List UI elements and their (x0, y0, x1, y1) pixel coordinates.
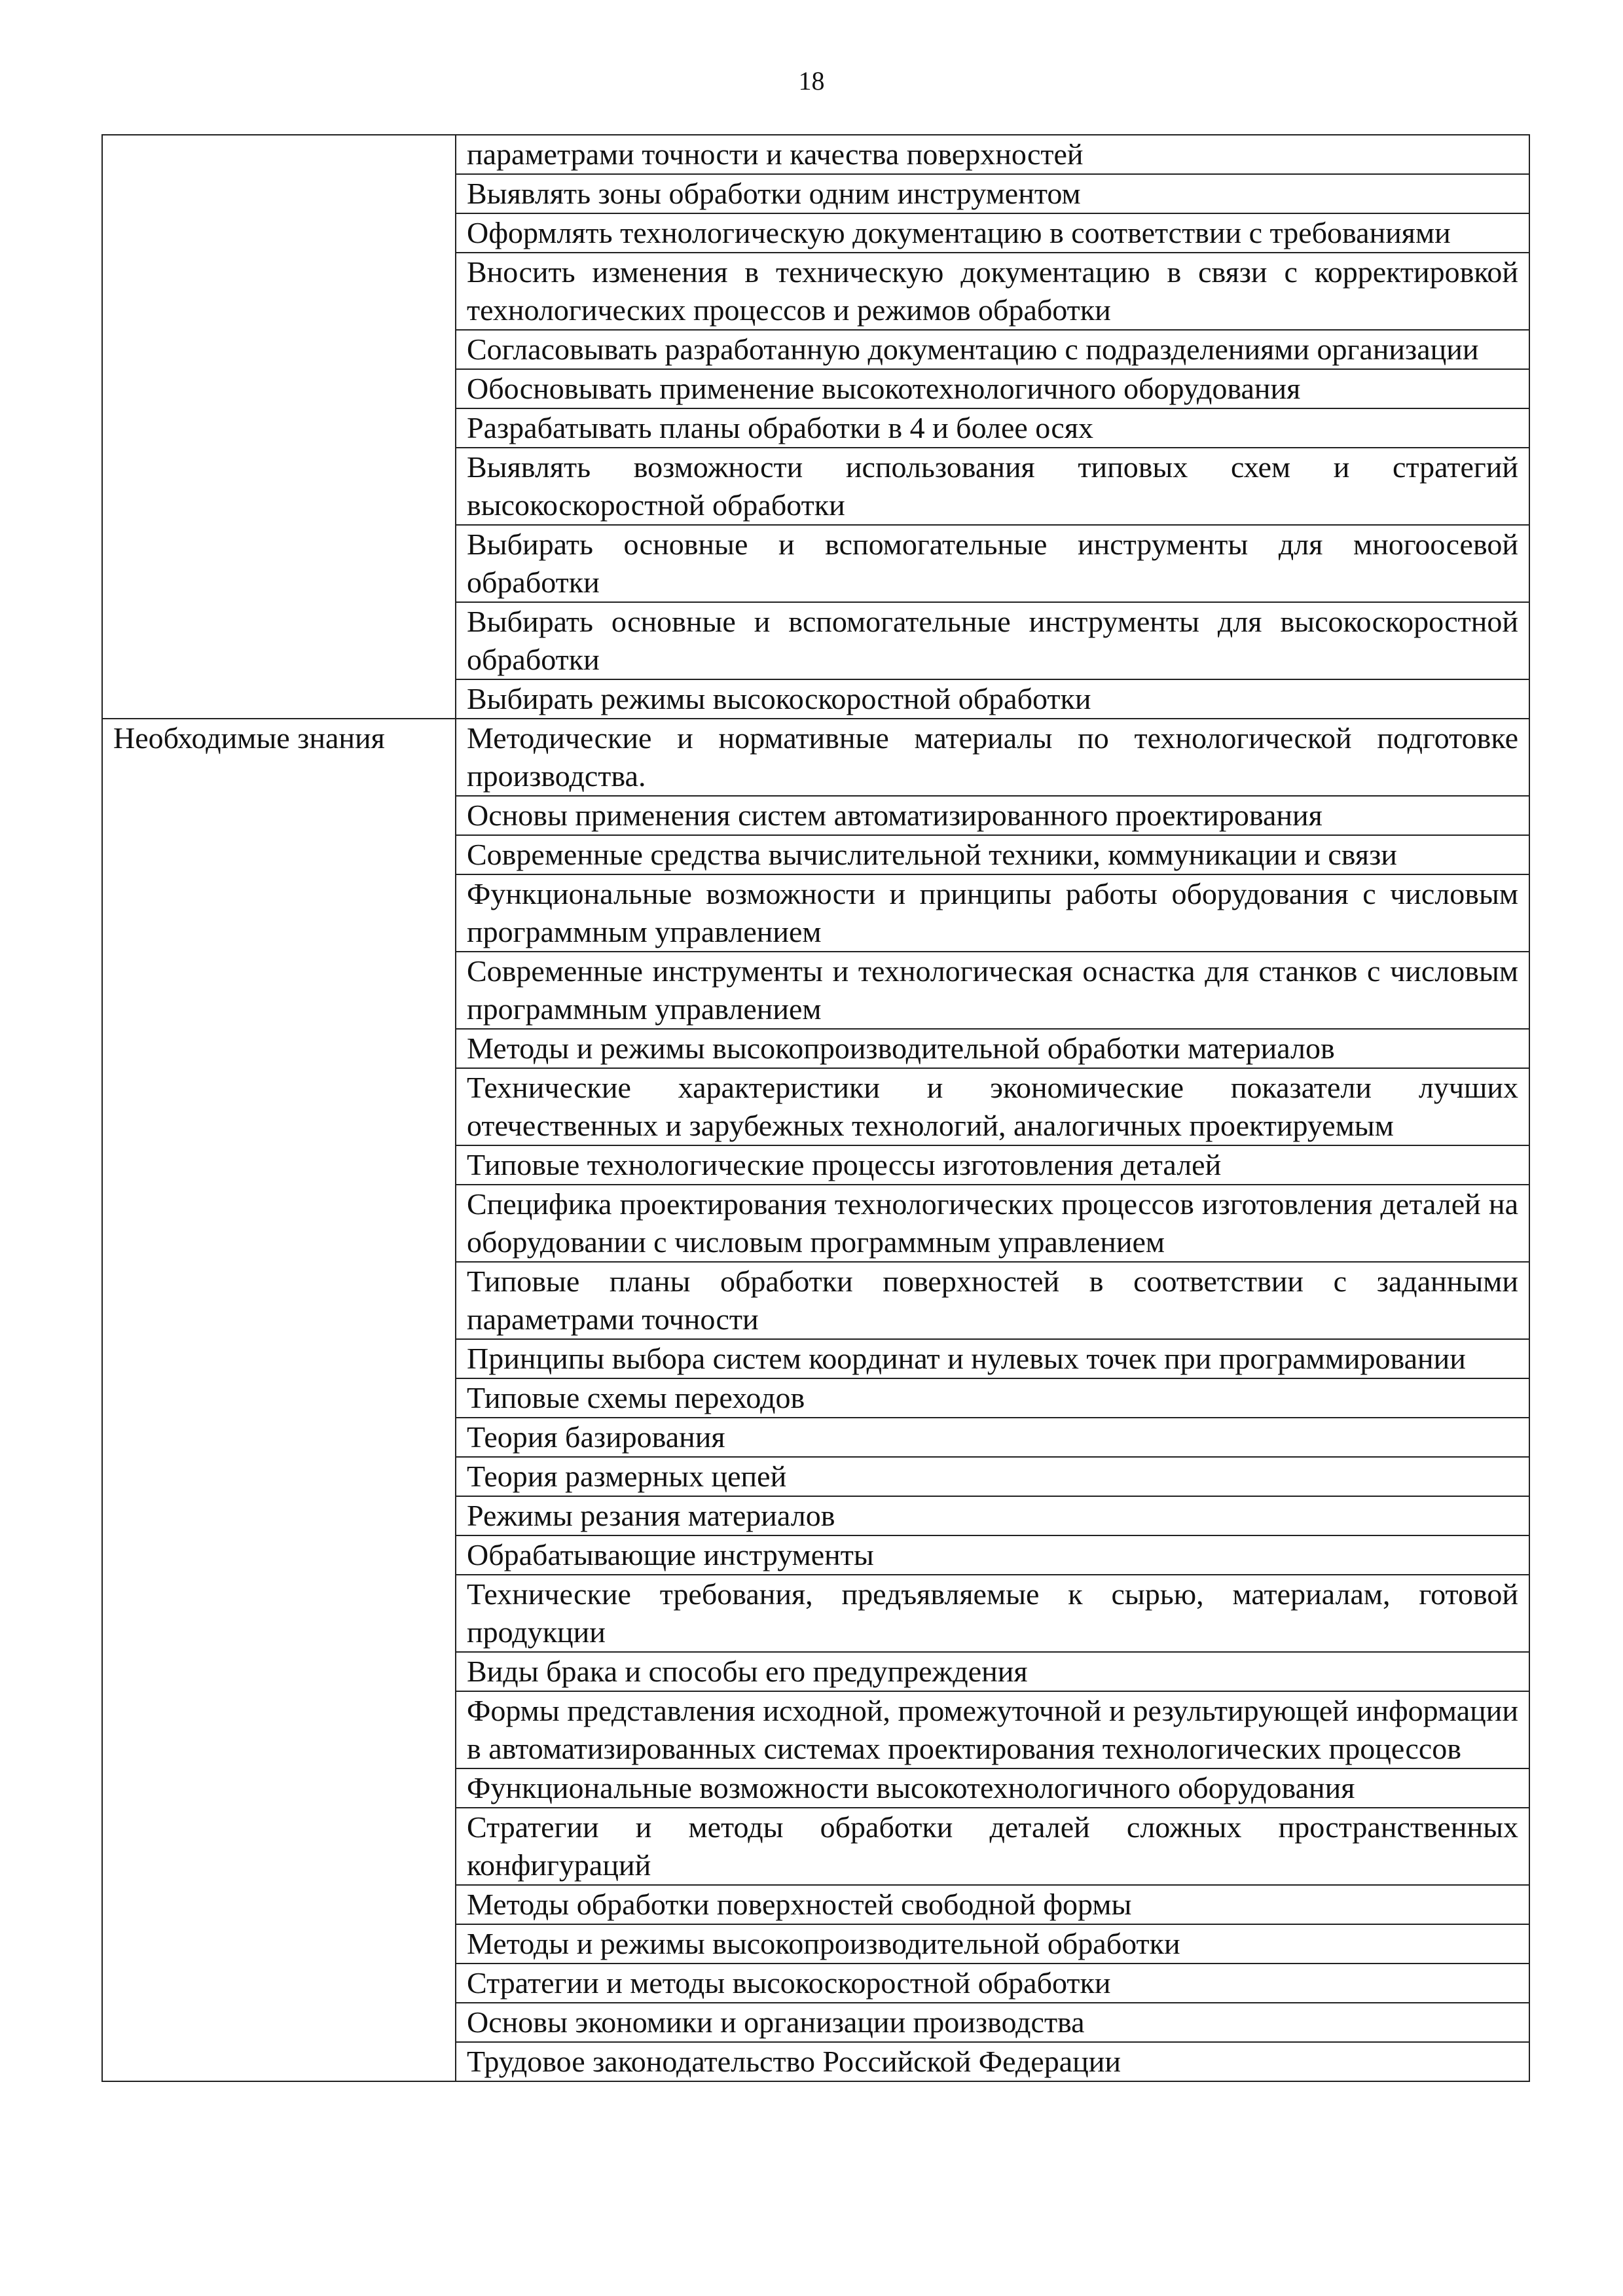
requirement-item: Виды брака и способы его предупреждения (456, 1652, 1529, 1691)
requirement-item: Режимы резания материалов (456, 1496, 1529, 1535)
table-body (102, 135, 1529, 2081)
requirement-item: Типовые планы обработки поверхностей в соответствии с заданными параметрами точности (456, 1262, 1529, 1339)
requirement-item: Выявлять возможности использования типовых схем и стратегий высокоскоростной обработки (456, 448, 1529, 525)
table-row (102, 135, 1529, 174)
requirement-item: Методические и нормативные материалы по технологической подготовке производства. (456, 719, 1529, 796)
requirement-item: Формы представления исходной, промежуточной и результирующей информации в автоматизированных системах проектирования технологических процессов (456, 1691, 1529, 1768)
requirement-item: Специфика проектирования технологических процессов изготовления деталей на оборудовании с числовым программным управлением (456, 1185, 1529, 1262)
requirement-item: Стратегии и методы высокоскоростной обработки (456, 1964, 1529, 2003)
requirements-table (101, 134, 1530, 2082)
requirement-item: Оформлять технологическую документацию в соответствии с требованиями (456, 213, 1529, 253)
requirement-item: Обрабатывающие инструменты (456, 1535, 1529, 1575)
requirement-item: Технические требования, предъявляемые к сырью, материалам, готовой продукции (456, 1575, 1529, 1652)
requirement-item: Согласовывать разработанную документацию с подразделениями организации (456, 330, 1529, 369)
page-number: 18 (798, 66, 825, 96)
requirement-item: Функциональные возможности высокотехнологичного оборудования (456, 1768, 1529, 1808)
requirement-item: Выбирать основные и вспомогательные инструменты для высокоскоростной обработки (456, 602, 1529, 679)
requirement-item: Обосновывать применение высокотехнологичного оборудования (456, 369, 1529, 408)
requirement-item: Типовые схемы переходов (456, 1378, 1529, 1418)
requirement-item: Современные средства вычислительной техники, коммуникации и связи (456, 835, 1529, 874)
table-row (102, 719, 1529, 796)
requirement-item: Технические характеристики и экономические показатели лучших отечественных и зарубежных технологий, аналогичных проектируемым (456, 1068, 1529, 1145)
requirement-item: параметрами точности и качества поверхностей (456, 135, 1529, 174)
requirement-item: Теория базирования (456, 1418, 1529, 1457)
section-label: Необходимые знания (102, 719, 456, 2081)
requirement-item: Выбирать основные и вспомогательные инструменты для многоосевой обработки (456, 525, 1529, 602)
requirement-item: Современные инструменты и технологическая оснастка для станков с числовым программным управлением (456, 952, 1529, 1029)
requirement-item: Методы обработки поверхностей свободной формы (456, 1885, 1529, 1924)
requirement-item: Теория размерных цепей (456, 1457, 1529, 1496)
requirement-item: Методы и режимы высокопроизводительной обработки (456, 1924, 1529, 1964)
requirement-item: Выбирать режимы высокоскоростной обработки (456, 679, 1529, 719)
section-label (102, 135, 456, 719)
requirement-item: Методы и режимы высокопроизводительной обработки материалов (456, 1029, 1529, 1068)
requirement-item: Основы экономики и организации производства (456, 2003, 1529, 2042)
requirement-item: Принципы выбора систем координат и нулевых точек при программировании (456, 1339, 1529, 1378)
requirement-item: Трудовое законодательство Российской Федерации (456, 2042, 1529, 2081)
requirement-item: Стратегии и методы обработки деталей сложных пространственных конфигураций (456, 1808, 1529, 1885)
requirement-item: Выявлять зоны обработки одним инструментом (456, 174, 1529, 213)
requirement-item: Разрабатывать планы обработки в 4 и более осях (456, 408, 1529, 448)
requirement-item: Основы применения систем автоматизированного проектирования (456, 796, 1529, 835)
requirement-item: Функциональные возможности и принципы работы оборудования с числовым программным управлением (456, 874, 1529, 952)
requirement-item: Вносить изменения в техническую документацию в связи с корректировкой технологических процессов и режимов обработки (456, 253, 1529, 330)
requirement-item: Типовые технологические процессы изготовления деталей (456, 1145, 1529, 1185)
